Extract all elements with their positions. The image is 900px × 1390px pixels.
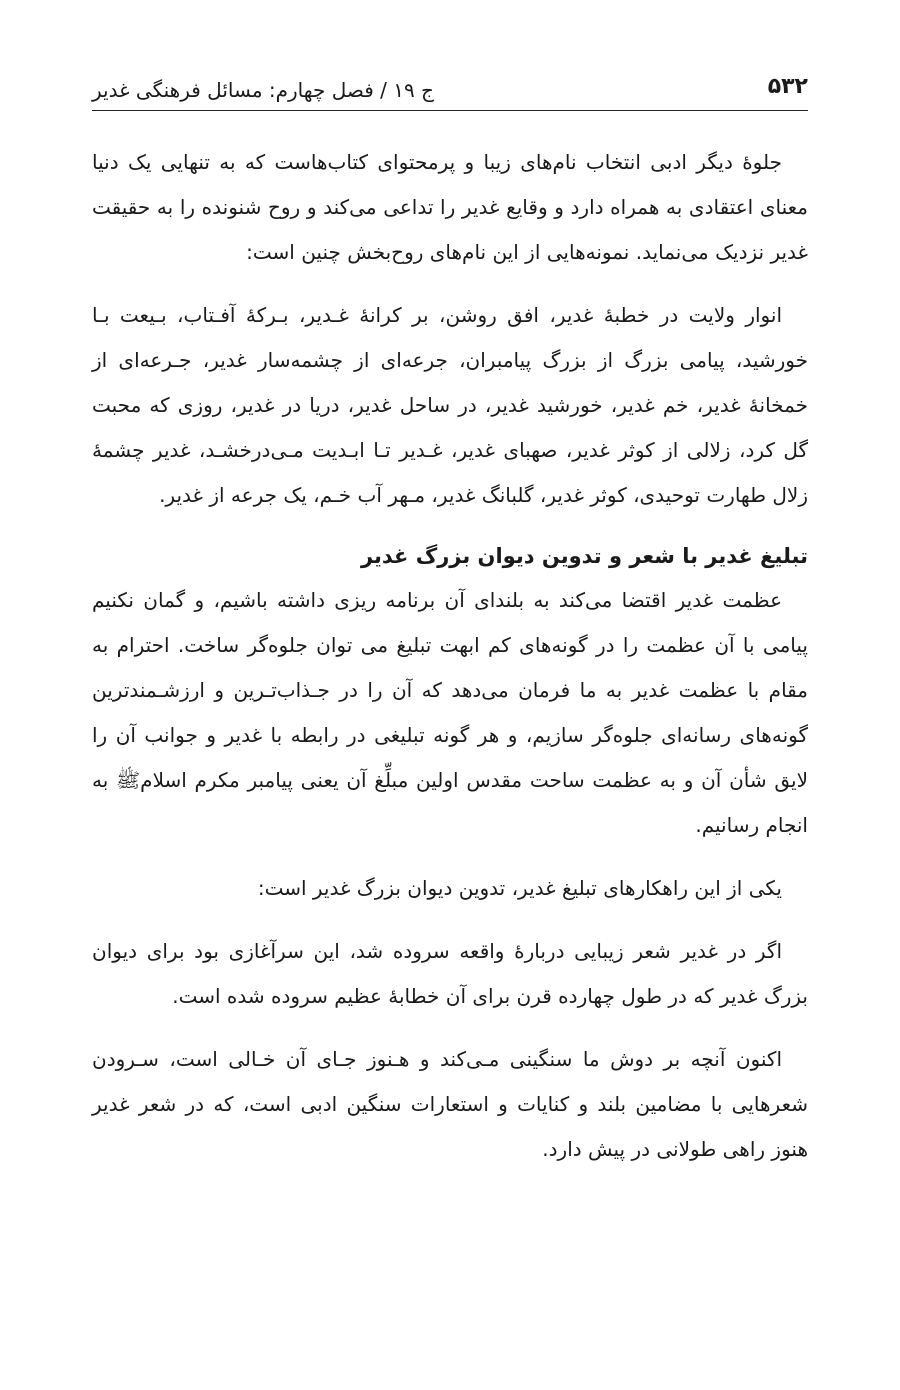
- paragraph-book-titles: انوار ولایت در خطبهٔ غدیر، افق روشن، بر کرانهٔ غـدیر، بـرکهٔ آفـتاب، بـیعت بـا خورشید، پیامی بزرگ از بزرگ پیامبران، جرعه‌ای از چشمه‌سار غدیر، جـرعه‌ای از خمخانهٔ غدیر، خم غدیر، خورشید غدیر، در ساحل غدیر، دریا در غدیر، روزی که محبت گل کرد، زلالی از کوثر غدیر، صهبای غدیر، غـدیر تـا ابـدیت مـی‌درخشـد، غدیر چشمهٔ زلال طهارت توحیدی، کوثر غدیر، گلبانگ غدیر، مـهر آب خـم، یک جرعه از غدیر.: [92, 303, 808, 507]
- page-number: ۵۳۲: [767, 74, 808, 99]
- page-body: [92, 140, 808, 1190]
- book-page: [92, 0, 808, 1390]
- paragraph-poetry-now: اکنون آنچه بر دوش ما سنگینی مـی‌کند و هـنوز جـای آن خـالی است، سـرودن شعرهایی با مضامین بلند و کنایات و استعارات سنگین ادبی است، که در شعر غدیر هنوز راهی طولانی در پیش دارد.: [92, 1047, 808, 1161]
- paragraph-greatness: عظمت غدیر اقتضا می‌کند به بلندای آن برنامه ریزی داشته باشیم، و گمان نکنیم پیامی با آن عظمت را در گونه‌های کم ابهت تبلیغ می توان جلوه‌گر ساخت. احترام به مقام با عظمت غدیر به ما فرمان می‌دهد که آن را در جـذاب‌تـرین و ارزشـمندترین گونه‌های رسانه‌ای جلوه‌گر سازیم، و هر گونه تبلیغی در رابطه با غدیر و جوانب آن را لایق شأن آن و به عظمت ساحت مقدس اولین مبلِّغ آن یعنی پیامبر مکرم اسلامﷺ به انجام رسانیم.: [92, 588, 808, 837]
- paragraph-poetry-start: اگر در غدیر شعر زیبایی دربارهٔ واقعه سروده شد، این سرآغازی بود برای دیوان بزرگ غدیر که در طول چهارده قرن برای آن خطابهٔ عظیم سروده شده است.: [92, 939, 808, 1008]
- section-heading: تبلیغ غدیر با شعر و تدوین دیوان بزرگ غدیر: [360, 544, 808, 568]
- page-header: [92, 70, 808, 111]
- paragraph-intro: جلوهٔ دیگر ادبی انتخاب نام‌های زیبا و پرمحتوای کتاب‌هاست که به تنهایی یک دنیا معنای اعتقادی به همراه دارد و وقایع غدیر را تداعی می‌کند و روح شنونده را به حقیقت غدیر نزدیک می‌نماید. نمونه‌هایی از این نام‌های روح‌بخش چنین است:: [92, 150, 808, 264]
- running-title: ج ۱۹ / فصل چهارم: مسائل فرهنگی غدیر: [92, 78, 434, 102]
- paragraph-strategy: یکی از این راهکارهای تبلیغ غدیر، تدوین دیوان بزرگ غدیر است:: [257, 876, 782, 900]
